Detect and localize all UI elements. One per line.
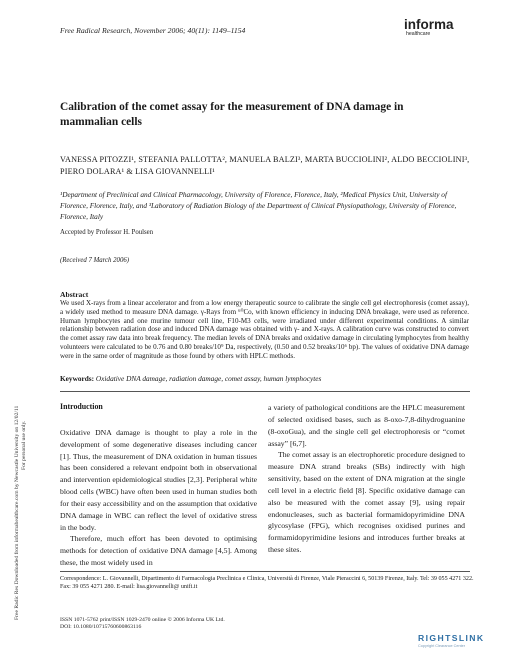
keywords [60,374,470,383]
paragraph: Oxidative DNA damage is thought to play a role in the development of some degenerative diseases including cancer [1]. Thus, the measurement of DNA oxidation in human tissues has been considered a relevant endpoint both in observational and intervention epidemiological studies [2,3]. Peripheral white blood cells (WBC) have often been used in human studies both for their easy accessibility and on the assumption that oxidative DNA damage in WBC can reflect the level of oxidative stress in the body. [60,427,257,532]
keywords-label: Keywords: [60,374,95,383]
rightslink-wordmark: RIGHTSLINK [418,633,485,643]
issn-block [60,617,225,632]
doi-line: DOI: 10.1080/10715760600863116 [60,624,142,631]
rightslink-logo [418,633,504,651]
paragraph: Therefore, much effort has been devoted to optimising methods for detection of oxidative DNA damage [4,5]. Among these, the most widely used in [60,534,257,568]
affiliations: ¹Department of Preclinical and Clinical Pharmacology, University of Florence, Florence, Italy, ²Medical Physics Unit, University of Florence, Florence, Italy, and ³Laboratory of Radiation Biology of the Department of Clinical Physiopathology, University of Florence, Florence, Italy [60,190,457,221]
correspondence-note: Correspondence: L. Giovannelli, Dipartimento di Farmacologia Preclinica e Clinica, Università di Firenze, Viale Pieraccini 6, 50139 Firenze, Italy. Tel: 39 055 4271 322. Fax: 39 055 4271 280. E-mail: lisa.giovannelli@ unifi.it [60,576,474,591]
abstract-heading: Abstract [60,290,89,299]
rightslink-tagline: Copyright Clearance Center [418,644,466,648]
publisher-subtitle: healthcare [406,31,431,37]
paragraph: a variety of pathological conditions are the HPLC measurement of selected oxidised bases, such as 8-oxo-7,8-dihydroguanine (8-oxoGua), and the single cell gel electrophoresis or “comet assay” [6,7]. [268,403,465,448]
issn-line: ISSN 1071-5762 print/ISSN 1029-2470 online © 2006 Informa UK Ltd. [60,617,225,623]
publisher-logo [404,18,454,37]
accepted-by: Accepted by Professor H. Poulsen [60,229,154,236]
section-divider [60,391,470,392]
right-column [268,402,465,556]
abstract-text: We used X-rays from a linear accelerator and from a low energy therapeutic source to calibrate the single cell gel electrophoresis (comet assay), a widely used method to measure DNA damage. γ-Rays from ⁶⁰Co, with known efficiency in inducing DNA breakage, were used as reference. Human lymphocytes and one murine tumour cell line, F10-M3 cells, were irradiated under different experimental conditions. A similar relationship between radiation dose and induced DNA damage was obtained with γ- and X-rays. A calibration curve was constructed to convert the comet assay raw data into break frequency. The median levels of DNA breaks and oxidative damage in circulating lymphocytes from healthy volunteers were calculated to be 0.76 and 0.80 breaks/10⁹ Da, respectively, (0.50 and 0.52 breaks/10⁶ bp). The values of oxidative DNA damage were in the same order of magnitude as those found by others with HPLC methods. [60,299,469,360]
download-notice [2,200,27,620]
keywords-value: Oxidative DNA damage, radiation damage, comet assay, human lymphocytes [95,374,322,383]
author-list: VANESSA PITOZZI¹, STEFANIA PALLOTTA², MANUELA BALZI³, MARTA BUCCIOLINI², ALDO BECCIOLINI³, PIERO DOLARA¹ & LISA GIOVANNELLI¹ [60,155,470,176]
article-title: Calibration of the comet assay for the measurement of DNA damage in mammalian cells [60,101,404,128]
received-date: (Received 7 March 2006) [60,257,130,264]
left-column [60,401,257,569]
footnote-divider [60,571,470,572]
publisher-name: informa [404,17,454,32]
download-notice-line: For personal use only. [20,420,27,470]
paragraph: The comet assay is an electrophoretic procedure designed to measure DNA strand breaks (SBs) indirectly with high sensitivity, based on the extent of DNA migration at the single cell level in a electric field [8]. Specific oxidative damage can also be measured with the comet assay [9], using repair endonucleases, such as bacterial formamidopyrimidine DNA glycosylase (FPG), which recognises oxidised purines and formamidopyrimidine lesions and introduces further breaks at these sites. [268,450,465,555]
download-notice-line: Free Radic Res Downloaded from informahealthcare.com by Newcastle University on 12/02/11 [14,405,20,620]
section-heading: Introduction [60,402,103,411]
journal-citation: Free Radical Research, November 2006; 40(11): 1149–1154 [60,26,246,35]
